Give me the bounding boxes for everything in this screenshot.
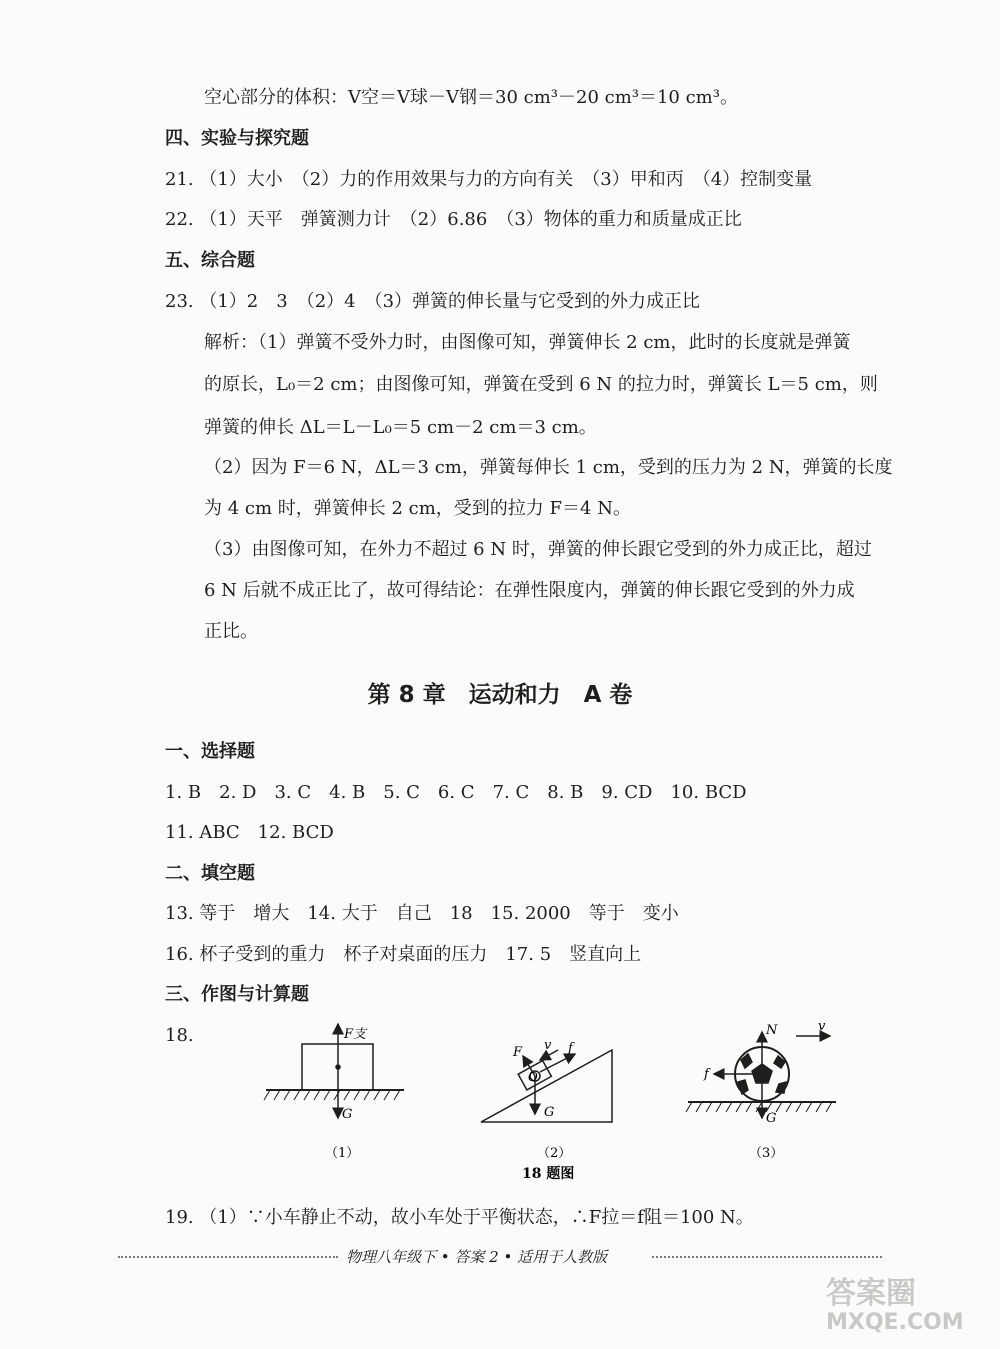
friction-label: f xyxy=(568,1041,573,1056)
answer-line: 13. 等于 增大 14. 大于 自己 18 15. 2000 等于 变小 xyxy=(165,903,679,924)
answer-line: 11. ABC 12. BCD xyxy=(165,822,334,843)
analysis-line: （3）由图像可知，在外力不超过 6 N 时，弹簧的伸长跟它受到的外力成正比，超过 xyxy=(204,539,872,560)
velocity-label: v xyxy=(544,1038,552,1053)
watermark-url: MXQE.COM xyxy=(826,1310,964,1335)
answer-line: 19. （1）∵小车静止不动，故小车处于平衡状态，∴F拉＝f阻＝100 N。 xyxy=(165,1207,754,1228)
subfigure-label-3: （3） xyxy=(749,1146,784,1161)
text-line: 空心部分的体积：V空＝V球－V钢＝30 cm³－20 cm³＝10 cm³。 xyxy=(204,87,738,108)
gravity-label: G xyxy=(544,1105,555,1120)
figure-18 xyxy=(0,1010,1000,1210)
normal-force-label: N xyxy=(766,1023,778,1038)
support-force-label: F支 xyxy=(344,1027,367,1042)
analysis-line: 正比。 xyxy=(204,621,258,642)
answer-line: 1. B 2. D 3. C 4. B 5. C 6. C 7. C 8. B 9. CD 10. BCD xyxy=(165,782,747,803)
section-heading: 二、填空题 xyxy=(165,863,255,884)
analysis-line: （2）因为 F＝6 N，ΔL＝3 cm，弹簧每伸长 1 cm，受到的压力为 2 N，弹簧的长度 xyxy=(204,457,893,478)
watermark-logo: 答案圈 xyxy=(826,1276,916,1311)
gravity-label: G xyxy=(766,1111,777,1126)
section-heading: 五、综合题 xyxy=(165,250,255,271)
velocity-label: v xyxy=(818,1019,826,1034)
section-heading: 四、实验与探究题 xyxy=(165,128,309,149)
answer-line: 21. （1）大小 （2）力的作用效果与力的方向有关 （3）甲和丙 （4）控制变量 xyxy=(165,169,813,190)
subfigure-label-2: （2） xyxy=(537,1146,572,1161)
gravity-label: G xyxy=(342,1107,353,1122)
figure-caption: 18 题图 xyxy=(522,1166,575,1182)
diagram-block-on-ground xyxy=(264,1024,404,1118)
footer-rule-right xyxy=(652,1256,882,1258)
answer-line: 22. （1）天平 弹簧测力计 （2）6.86 （3）物体的重力和质量成正比 xyxy=(165,209,742,230)
analysis-line: 的原长，L₀＝2 cm；由图像可知，弹簧在受到 6 N 的拉力时，弹簧长 L＝5 cm，则 xyxy=(204,374,878,395)
answer-line: 16. 杯子受到的重力 杯子对桌面的压力 17. 5 竖直向上 xyxy=(165,944,642,965)
friction-label: f xyxy=(704,1067,709,1082)
question-number: 18. xyxy=(165,1025,194,1046)
answer-line: 23. （1）2 3 （2）4 （3）弹簧的伸长量与它受到的外力成正比 xyxy=(165,291,701,312)
applied-force-label: F xyxy=(513,1045,523,1060)
analysis-line: 解析：（1）弹簧不受外力时，由图像可知，弹簧伸长 2 cm，此时的长度就是弹簧 xyxy=(204,332,851,353)
analysis-line: 6 N 后就不成正比了，故可得结论：在弹性限度内，弹簧的伸长跟它受到的外力成 xyxy=(204,580,855,601)
point-o-label: O xyxy=(528,1070,538,1084)
page-footer: 物理八年级下 • 答案 2 • 适用于人教版 xyxy=(346,1248,608,1266)
subfigure-label-1: （1） xyxy=(325,1146,360,1161)
section-heading: 三、作图与计算题 xyxy=(165,984,309,1005)
footer-rule-left xyxy=(118,1256,338,1258)
chapter-title: 第 8 章 运动和力 A 卷 xyxy=(367,682,633,708)
analysis-line: 为 4 cm 时，弹簧伸长 2 cm，受到的拉力 F＝4 N。 xyxy=(204,498,631,519)
section-heading: 一、选择题 xyxy=(165,741,255,762)
analysis-line: 弹簧的伸长 ΔL＝L－L₀＝5 cm－2 cm＝3 cm。 xyxy=(204,417,597,438)
